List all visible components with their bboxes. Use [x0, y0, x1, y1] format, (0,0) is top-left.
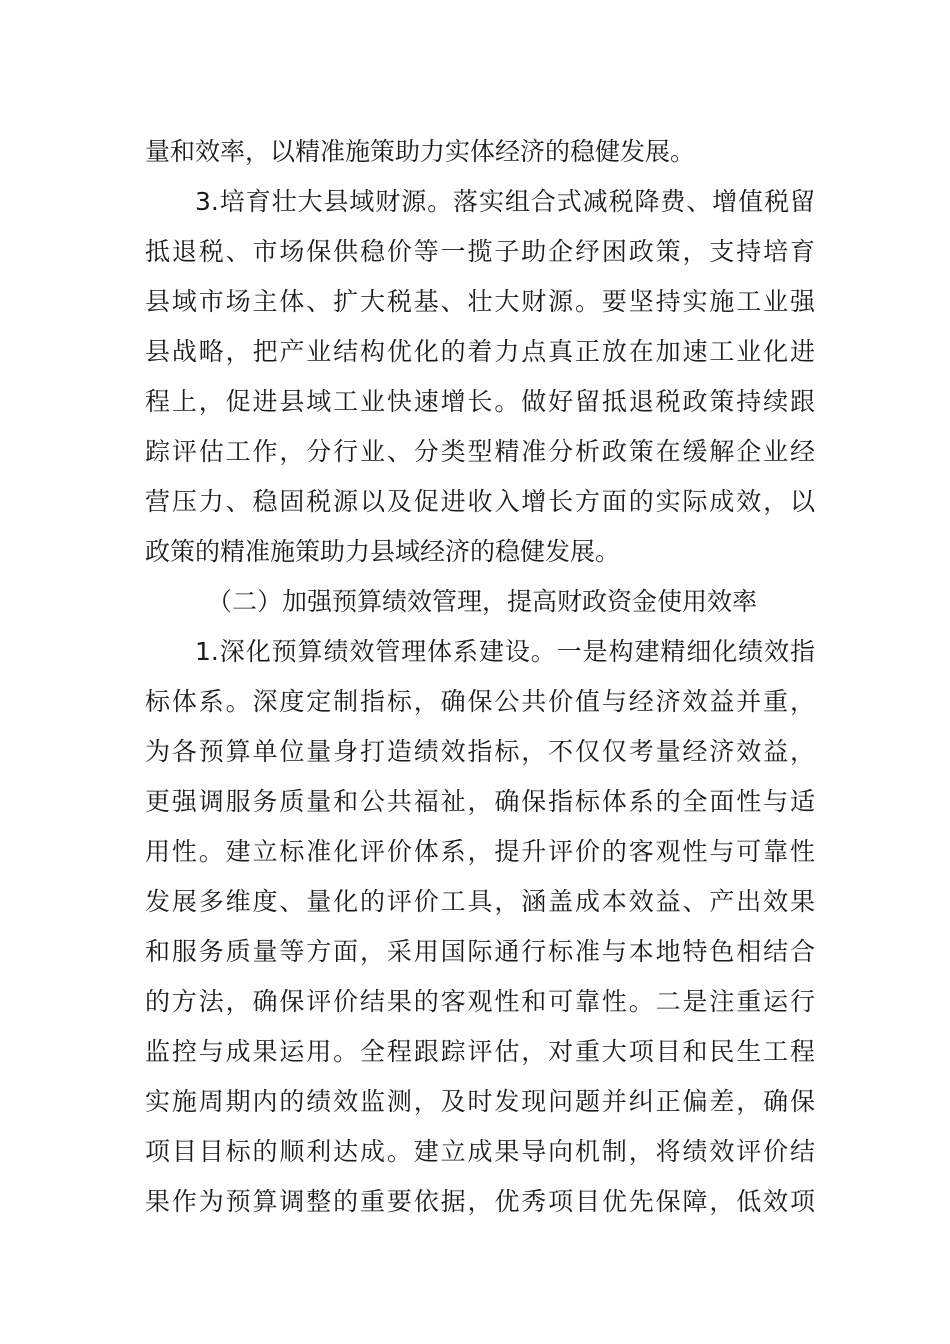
- paragraph-start-line: 3.培育壮大县域财源。落实组合式减税降费、增值税留: [195, 187, 815, 216]
- text-line: 政策的精准施策助力县域经济的稳健发展。: [145, 537, 621, 566]
- text-line: 发展多维度、量化的评价工具，涵盖成本效益、产出效果: [145, 887, 815, 916]
- section-heading: （二）加强预算绩效管理，提高财政资金使用效率: [207, 587, 758, 616]
- text-line: 量和效率，以精准施策助力实体经济的稳健发展。: [145, 137, 696, 166]
- text-line: 项目目标的顺利达成。建立成果导向机制，将绩效评价结: [145, 1137, 815, 1166]
- text-line: 程上，促进县域工业快速增长。做好留抵退税政策持续跟: [145, 387, 815, 416]
- text-line: 踪评估工作，分行业、分类型精准分析政策在缓解企业经: [145, 437, 815, 466]
- text-line: 的方法，确保评价结果的客观性和可靠性。二是注重运行: [145, 987, 815, 1016]
- text-line: 营压力、稳固税源以及促进收入增长方面的实际成效，以: [145, 487, 815, 516]
- text-line: 县域市场主体、扩大税基、壮大财源。要坚持实施工业强: [145, 287, 815, 316]
- text-line: 实施周期内的绩效监测，及时发现问题并纠正偏差，确保: [145, 1087, 815, 1116]
- text-line: 更强调服务质量和公共福祉，确保指标体系的全面性与适: [145, 787, 815, 816]
- text-line: 县战略，把产业结构优化的着力点真正放在加速工业化进: [145, 337, 815, 366]
- paragraph-start-line: 1.深化预算绩效管理体系建设。一是构建精细化绩效指: [195, 637, 815, 666]
- document-body: [145, 127, 815, 1227]
- text-line: 为各预算单位量身打造绩效指标，不仅仅考量经济效益，: [145, 737, 815, 766]
- text-line: 用性。建立标准化评价体系，提升评价的客观性与可靠性: [145, 837, 815, 866]
- text-line: 标体系。深度定制指标，确保公共价值与经济效益并重，: [145, 687, 815, 716]
- text-line: 果作为预算调整的重要依据，优秀项目优先保障，低效项: [145, 1187, 815, 1216]
- text-line: 抵退税、市场保供稳价等一揽子助企纾困政策，支持培育: [145, 237, 815, 266]
- text-line: 监控与成果运用。全程跟踪评估，对重大项目和民生工程: [145, 1037, 815, 1066]
- text-line: 和服务质量等方面，采用国际通行标准与本地特色相结合: [145, 937, 815, 966]
